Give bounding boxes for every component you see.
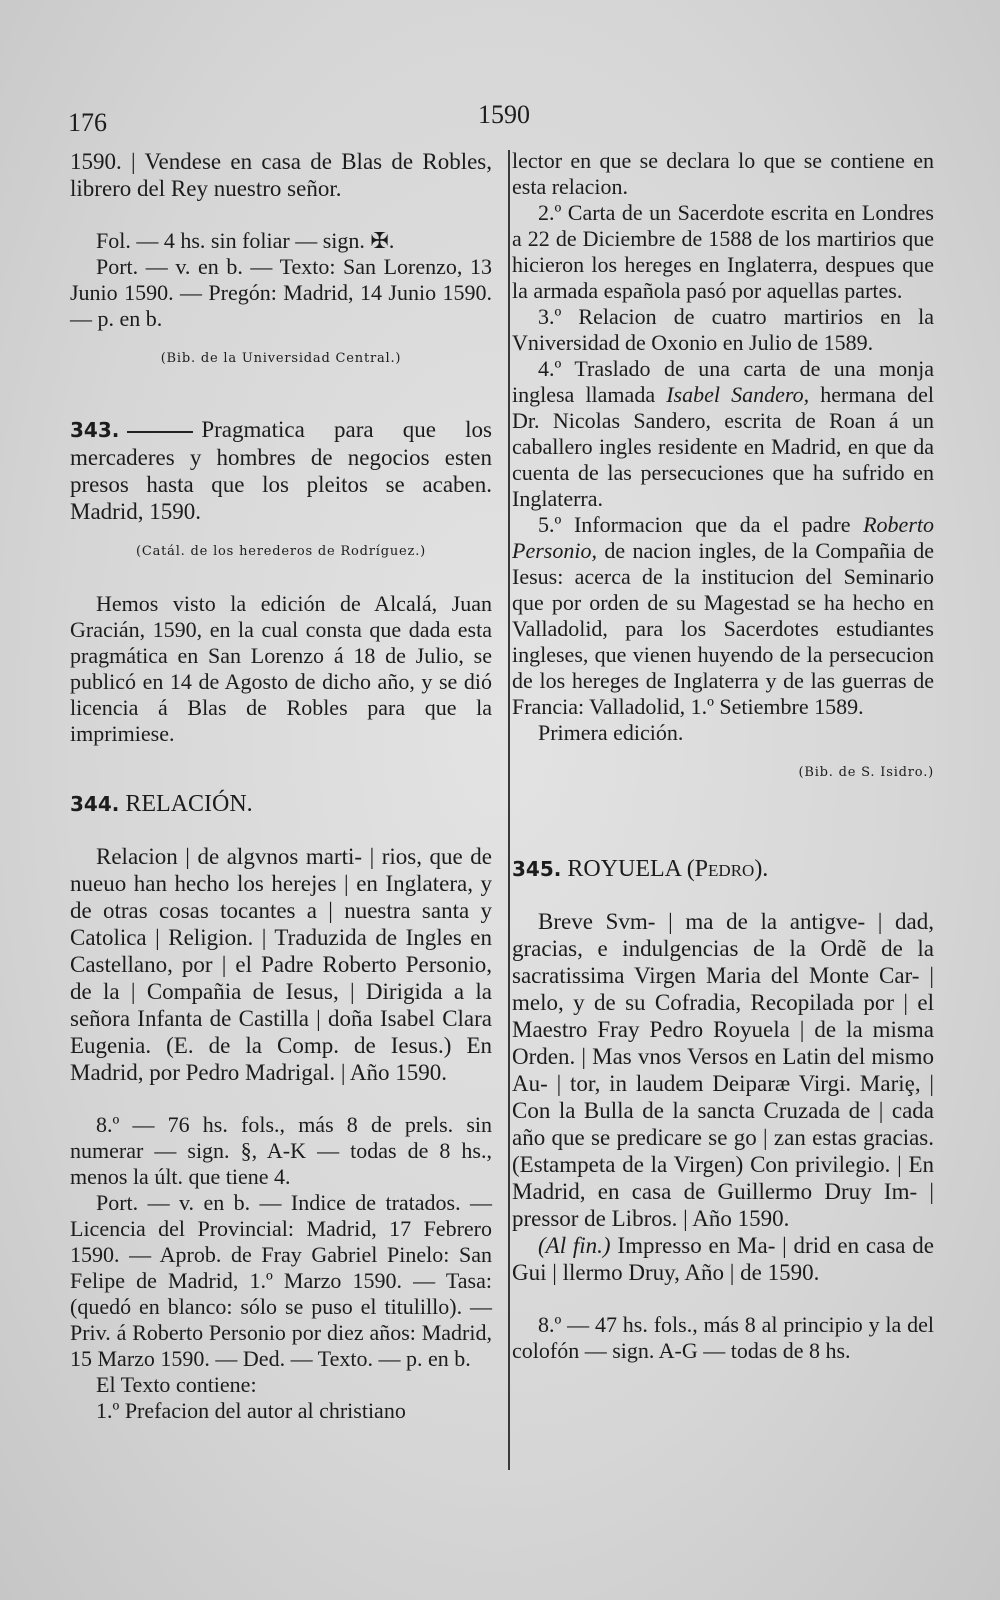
entry-345-head-b: edro bbox=[708, 856, 755, 882]
entry-344-heading bbox=[70, 791, 492, 817]
entry-345-number: 345. bbox=[512, 857, 562, 881]
left-column bbox=[70, 148, 492, 1424]
entry-345-head-a: ROYUELA (P bbox=[567, 856, 709, 882]
entry-344-item-2: 2.º Carta de un Sacerdote escrita en Londres a 22 de Diciembre de 1588 de los martirios que hicieron los hereges en Inglaterra, despues que la armada española pasó por aquellas partes. bbox=[512, 200, 934, 303]
entry-344-item-4 bbox=[512, 356, 934, 512]
entry-345-colophon bbox=[512, 1232, 934, 1286]
entry-344-item-1-cont: lector en que se declara lo que se contiene en esta relacion. bbox=[512, 148, 934, 199]
entry-342-imprint: 1590. | Vendese en casa de Blas de Robles, librero del Rey nuestro señor. bbox=[70, 149, 492, 201]
entry-344-item-5-b: de nacion ingles, de la Compañia de Iesus: acerca de la institucion del Seminario que por orden de su Magestad se ha hecho en Valladolid, para los Sacerdotes estudiantes ingleses, que vienen huyendo de la persecucion de los hereges de Inglaterra y de las guerras de Francia: Valladolid, 1.º Setiembre 1589. bbox=[512, 538, 935, 719]
running-head-year: 1590 bbox=[478, 100, 530, 129]
entry-343-number: 343. bbox=[70, 418, 120, 442]
entry-344-item-4-b: hermana del Dr. Nicolas Sandero, escrita de Roan á un caballero ingles residente en Madrid, en que da cuenta de las persecuciones que ha sufrido en Inglaterra. bbox=[512, 382, 935, 511]
entry-344-text-heading: El Texto contiene: bbox=[96, 1372, 257, 1397]
entry-344-item-3: 3.º Relacion de cuatro martirios en la Vniversidad de Oxonio en Julio de 1589. bbox=[512, 304, 934, 355]
entry-344-title: Relacion | de algvnos marti- | rios, que de nueuo han hecho los herejes | en Inglatera, y de otras cosas tocantes a | nuestra santa y Catolica | Religion. | Traduzida de Ingles en Castellano, por | el Padre Roberto Personio, de la | Compañia de Iesus, | Dirigida a la señora Infanta de Castilla | doña Isabel Clara Eugenia. (E. de la Comp. de Iesus.) En Madrid, por Pedro Madrigal. | Año 1590. bbox=[70, 844, 492, 1085]
entry-343-note: Hemos visto la edición de Alcalá, Juan Gracián, 1590, en la cual consta que dada esta pragmática en San Lorenzo á 18 de Julio, se publicó en 14 de Agosto de dicho año, y se dió licencia á Blas de Robles para que la imprimiese. bbox=[70, 591, 492, 746]
entry-345-heading bbox=[512, 856, 934, 882]
entry-343-dash bbox=[127, 431, 193, 433]
right-column bbox=[512, 148, 934, 1364]
entry-344-edition: Primera edición. bbox=[538, 720, 684, 745]
entry-343-location: (Catál. de los herederos de Rodríguez.) bbox=[135, 544, 427, 559]
entry-344-item-1: 1.º Prefacion del autor al christiano bbox=[96, 1398, 406, 1423]
entry-344-item-4-name: Isabel Sandero, bbox=[666, 382, 810, 407]
entry-342-collation: Fol. — 4 hs. sin foliar — sign. ✠. bbox=[96, 228, 395, 253]
page-number: 176 bbox=[68, 108, 107, 137]
running-head bbox=[0, 100, 1000, 140]
entry-342-contents: Port. — v. en b. — Texto: San Lorenzo, 13 Junio 1590. — Pregón: Madrid, 14 Junio 1590. — p. en b. bbox=[70, 254, 492, 331]
entry-344-item-5-a: 5.º Informacion que da el padre bbox=[538, 512, 851, 537]
entry-344-contents: Port. — v. en b. — Indice de tratados. — Licencia del Provincial: Madrid, 17 Febrero 1590. — Aprob. de Fray Gabriel Pinelo: San Felipe de Madrid, 1.º Marzo 1590. — Tasa: (quedó en blanco: sólo se puso el titulillo). — Priv. á Roberto Personio por diez años: Madrid, 15 Marzo 1590. — Ded. — Texto. — p. en b. bbox=[70, 1190, 492, 1371]
entry-344-item-4-a: 4.º Traslado de una carta de una monja inglesa llamada bbox=[512, 356, 934, 407]
entry-344-item-5 bbox=[512, 512, 934, 720]
entry-342-location: (Bib. de la Universidad Central.) bbox=[160, 351, 402, 366]
entry-344-collation: 8.º — 76 hs. fols., más 8 de prels. sin numerar — sign. §, A-K — todas de 8 hs., menos la últ. que tiene 4. bbox=[70, 1112, 492, 1189]
entry-344-number: 344. bbox=[70, 792, 120, 816]
entry-344-item-5-name: Roberto Personio, bbox=[512, 512, 934, 563]
entry-345-head-c: ). bbox=[754, 856, 769, 882]
entry-343-title: Pragmatica para que los mercaderes y hombres de negocios esten presos hasta que los pleitos se acaben. Madrid, 1590. bbox=[70, 417, 492, 524]
entry-345-colophon-text: Impresso en Ma- | drid en casa de Gui | llermo Druy, Año | de 1590. bbox=[512, 1233, 935, 1285]
column-divider bbox=[508, 150, 510, 1470]
entry-345-title: Breve Svm- | ma de la antigve- | dad, gracias, e indulgencias de la Ordẽ de la sacratissima Virgen Maria del Monte Car- | melo, y de su Cofradia, Recopilada por | el Maestro Fray Pedro Royuela | de la misma Orden. | Mas vnos Versos en Latin del mismo Au- | tor, in laudem Deiparæ Virgi. Mariȩ, | Con la Bulla de la sancta Cruzada de | cada año que se predicare se go | zan estas gracias. (Estampeta de la Virgen) Con privilegio. | En Madrid, en casa de Guillermo Druy Im- | pressor de Libros. | Año 1590. bbox=[512, 909, 934, 1231]
entry-345-collation: 8.º — 47 hs. fols., más 8 al principio y la del colofón — sign. A-G — todas de 8 hs. bbox=[512, 1312, 934, 1363]
entry-343 bbox=[70, 416, 492, 525]
entry-345-colophon-label: (Al fin.) bbox=[538, 1233, 611, 1258]
entry-344-location: (Bib. de S. Isidro.) bbox=[798, 765, 934, 780]
entry-344-head: RELACIÓN. bbox=[125, 791, 253, 817]
